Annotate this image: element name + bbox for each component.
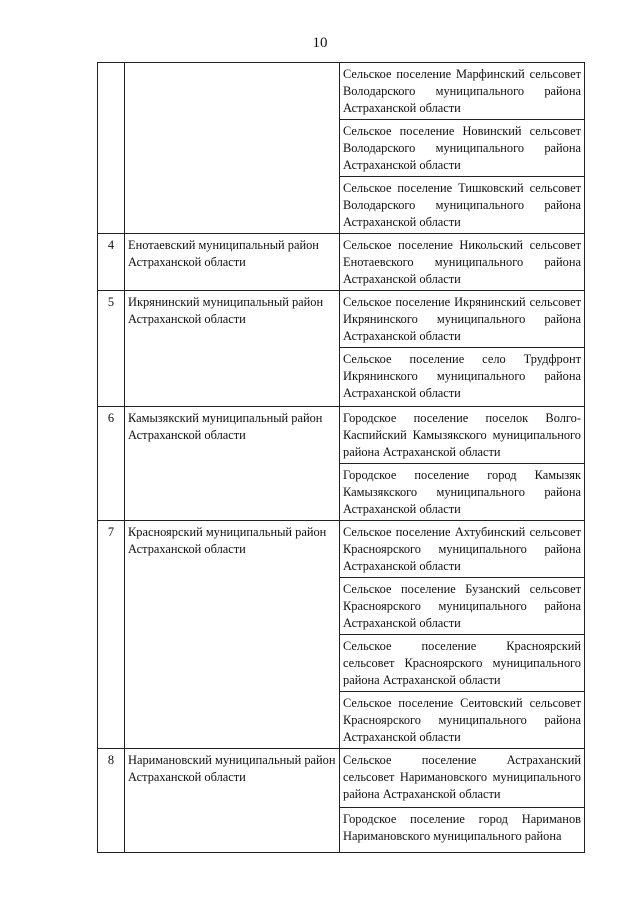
table-row	[98, 521, 585, 578]
settlement-name: Сельское поселение Икрянинский сельсовет Икрянинского муниципального района Астраханской области	[340, 291, 585, 348]
settlements-table	[97, 62, 585, 853]
table-row	[98, 291, 585, 348]
table-row	[98, 749, 585, 808]
settlement-name: Сельское поселение Ахтубинский сельсовет Красноярского муниципального района Астраханской области	[340, 521, 585, 578]
table-row	[98, 407, 585, 464]
settlement-name: Сельское поселение Астраханский сельсовет Наримановского муниципального района Астраханской области	[340, 749, 585, 808]
settlement-name: Сельское поселение Никольский сельсовет Енотаевского муниципального района Астраханской области	[340, 234, 585, 291]
row-number: 5	[98, 291, 125, 407]
settlement-name: Городское поселение город Нариманов Наримановского муниципального района	[340, 808, 585, 853]
settlement-name: Сельское поселение Марфинский сельсовет Володарского муниципального района Астраханской области	[340, 63, 585, 120]
settlement-name: Городское поселение город Камызяк Камызякского муниципального района Астраханской области	[340, 464, 585, 521]
district-name: Енотаевский муниципальный район Астраханской области	[125, 234, 340, 291]
page-number: 10	[312, 35, 328, 51]
district-name: Камызякский муниципальный район Астраханской области	[125, 407, 340, 521]
settlement-name: Сельское поселение Новинский сельсовет Володарского муниципального района Астраханской области	[340, 120, 585, 177]
table-row	[98, 63, 585, 120]
row-number: 4	[98, 234, 125, 291]
row-number	[98, 63, 125, 234]
table-row	[98, 234, 585, 291]
settlement-name: Сельское поселение Бузанский сельсовет Красноярского муниципального района Астраханской области	[340, 578, 585, 635]
district-name: Икрянинский муниципальный район Астраханской области	[125, 291, 340, 407]
settlement-name: Сельское поселение Красноярский сельсовет Красноярского муниципального района Астраханской области	[340, 635, 585, 692]
row-number: 8	[98, 749, 125, 853]
settlement-name: Сельское поселение Тишковский сельсовет Володарского муниципального района Астраханской области	[340, 177, 585, 234]
district-name: Красноярский муниципальный район Астраханской области	[125, 521, 340, 749]
settlement-name: Городское поселение поселок Волго-Каспийский Камызякского муниципального района Астраханской области	[340, 407, 585, 464]
district-name: Наримановский муниципальный район Астраханской области	[125, 749, 340, 853]
settlement-name: Сельское поселение село Трудфронт Икрянинского муниципального района Астраханской области	[340, 348, 585, 407]
district-name	[125, 63, 340, 234]
row-number: 7	[98, 521, 125, 749]
settlement-name: Сельское поселение Сеитовский сельсовет Красноярского муниципального района Астраханской области	[340, 692, 585, 749]
row-number: 6	[98, 407, 125, 521]
